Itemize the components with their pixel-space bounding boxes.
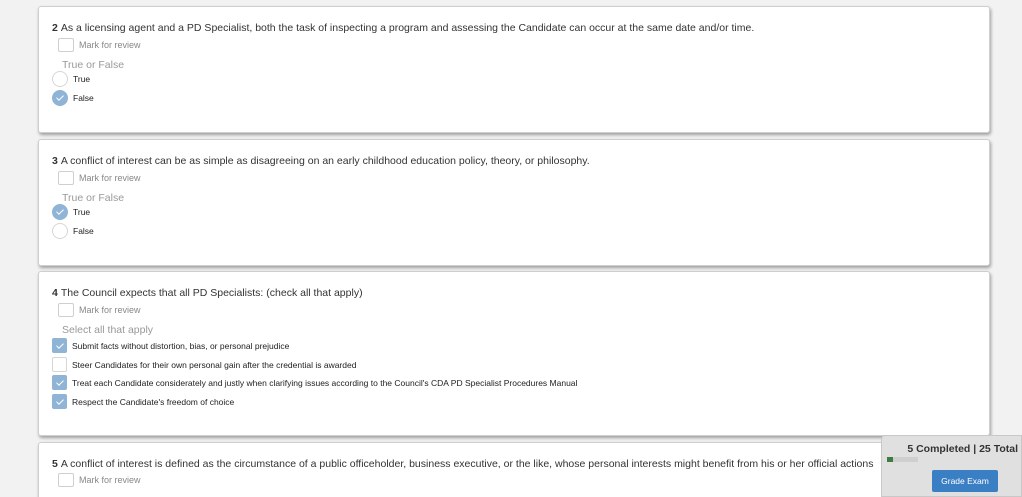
question-card-2 bbox=[38, 6, 990, 133]
option-false[interactable] bbox=[52, 90, 94, 106]
question-text: 2 As a licensing agent and a PD Specialist, both the task of inspecting a program and assessing the Candidate can occur at the same date and/or time. bbox=[52, 22, 755, 34]
checkbox-checked[interactable] bbox=[52, 375, 67, 390]
exam-status-panel bbox=[881, 435, 1022, 497]
question-number: 2 bbox=[52, 22, 58, 34]
check-icon bbox=[56, 378, 64, 386]
question-text: 3 A conflict of interest can be as simple as disagreeing on an early childhood education policy, theory, or philosophy. bbox=[52, 155, 590, 167]
radio-button[interactable] bbox=[52, 71, 68, 87]
checkbox-box[interactable] bbox=[58, 473, 74, 487]
question-number: 4 bbox=[52, 287, 58, 299]
check-icon bbox=[56, 93, 64, 101]
question-hint: Select all that apply bbox=[62, 324, 154, 336]
checkbox-box[interactable] bbox=[58, 171, 74, 185]
mark-for-review-label: Mark for review bbox=[79, 40, 141, 50]
checkbox-checked[interactable] bbox=[52, 338, 67, 353]
option-checkbox-4[interactable] bbox=[52, 394, 234, 409]
checkbox-checked[interactable] bbox=[52, 394, 67, 409]
mark-for-review-label: Mark for review bbox=[79, 475, 141, 485]
question-text: 5 A conflict of interest is defined as the circumstance of a public officeholder, business executive, or the like, whose personal interests might benefit from his or her official actions bbox=[52, 458, 874, 470]
checkbox-unchecked[interactable] bbox=[52, 357, 67, 372]
question-text: 4 The Council expects that all PD Specialists: (check all that apply) bbox=[52, 287, 363, 299]
option-checkbox-1[interactable] bbox=[52, 338, 289, 353]
mark-for-review-checkbox[interactable] bbox=[58, 303, 141, 317]
mark-for-review-checkbox[interactable] bbox=[58, 473, 141, 487]
question-hint: True or False bbox=[62, 59, 125, 71]
check-icon bbox=[56, 207, 64, 215]
option-label: True bbox=[73, 207, 91, 217]
mark-for-review-label: Mark for review bbox=[79, 173, 141, 183]
check-icon bbox=[56, 397, 64, 405]
question-number: 3 bbox=[52, 155, 58, 167]
progress-bar-fill bbox=[887, 457, 893, 462]
completion-count: 5 Completed | 25 Total bbox=[907, 443, 1018, 455]
checkbox-box[interactable] bbox=[58, 303, 74, 317]
mark-for-review-label: Mark for review bbox=[79, 305, 141, 315]
question-card-4 bbox=[38, 271, 990, 436]
mark-for-review-checkbox[interactable] bbox=[58, 38, 141, 52]
option-false[interactable] bbox=[52, 223, 94, 239]
grade-exam-button[interactable]: Grade Exam bbox=[932, 470, 998, 492]
checkbox-box[interactable] bbox=[58, 38, 74, 52]
radio-button[interactable] bbox=[52, 223, 68, 239]
option-true[interactable] bbox=[52, 71, 90, 87]
question-hint: True or False bbox=[62, 192, 125, 204]
check-icon bbox=[56, 341, 64, 349]
radio-button-selected[interactable] bbox=[52, 90, 68, 106]
option-label: False bbox=[73, 93, 94, 103]
option-true[interactable] bbox=[52, 204, 90, 220]
mark-for-review-checkbox[interactable] bbox=[58, 171, 141, 185]
option-label: Respect the Candidate's freedom of choice bbox=[72, 396, 235, 407]
question-number: 5 bbox=[52, 458, 58, 470]
question-card-5 bbox=[38, 442, 990, 497]
progress-bar bbox=[887, 457, 918, 462]
option-label: Submit facts without distortion, bias, or personal prejudice bbox=[72, 340, 290, 351]
option-label: True bbox=[73, 74, 91, 84]
radio-button-selected[interactable] bbox=[52, 204, 68, 220]
option-checkbox-3[interactable] bbox=[52, 375, 577, 390]
option-label: Treat each Candidate considerately and justly when clarifying issues according to the Council's CDA PD Specialist Procedures Manual bbox=[72, 377, 578, 388]
option-checkbox-2[interactable] bbox=[52, 357, 356, 372]
option-label: False bbox=[73, 226, 94, 236]
question-card-3 bbox=[38, 139, 990, 266]
option-label: Steer Candidates for their own personal gain after the credential is awarded bbox=[72, 359, 357, 370]
